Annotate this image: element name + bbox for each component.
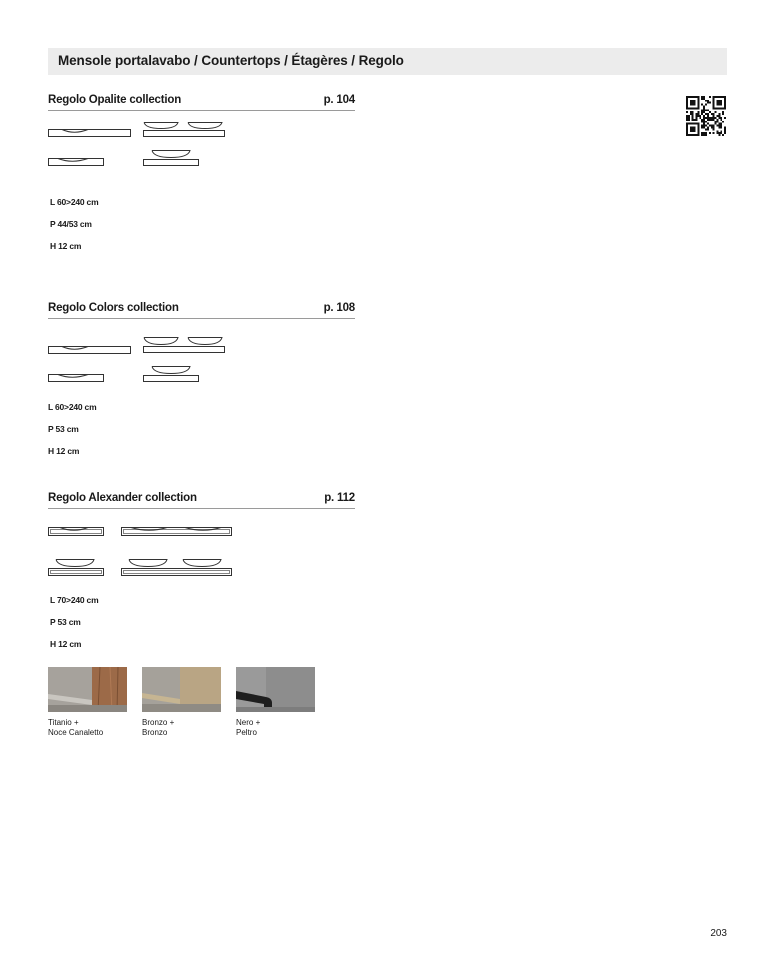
spec-depth: P 53 cm xyxy=(50,617,81,627)
page-number: 203 xyxy=(710,928,727,939)
spec-height: H 12 cm xyxy=(48,446,80,456)
countertop-drawing-double-bowl xyxy=(142,334,226,356)
section-title: Regolo Alexander collection xyxy=(48,492,197,504)
header-bar xyxy=(48,48,727,75)
spec-length: L 60>240 cm xyxy=(50,197,99,207)
section-header xyxy=(48,492,355,509)
finish-label-line: Nero + xyxy=(236,718,261,727)
finish-swatch-titanio-noce xyxy=(48,667,127,712)
section-opalite xyxy=(48,94,355,111)
section-page-ref: p. 104 xyxy=(323,94,355,106)
finish-label-line: Peltro xyxy=(236,728,257,737)
finish-label xyxy=(142,718,232,738)
finish-label-line: Bronzo + xyxy=(142,718,175,727)
finish-label-line: Noce Canaletto xyxy=(48,728,104,737)
countertop-drawing-single-framed xyxy=(48,520,106,542)
spec-height: H 12 cm xyxy=(50,241,82,251)
section-page-ref: p. 108 xyxy=(323,302,355,314)
countertop-drawing-single-bowl-framed xyxy=(48,556,106,578)
countertop-drawing-double-bowl-framed xyxy=(121,556,235,578)
section-title: Regolo Colors collection xyxy=(48,302,179,314)
section-page-ref: p. 112 xyxy=(324,492,355,504)
qr-code-icon xyxy=(686,96,726,136)
countertop-drawing-single-short xyxy=(48,363,106,385)
section-header xyxy=(48,302,355,319)
finish-label-line: Titanio + xyxy=(48,718,79,727)
spec-depth: P 53 cm xyxy=(48,424,79,434)
section-title: Regolo Opalite collection xyxy=(48,94,182,106)
countertop-drawing-top-bowl xyxy=(142,147,202,169)
spec-length: L 70>240 cm xyxy=(50,595,99,605)
section-header xyxy=(48,94,355,111)
countertop-drawing-single-long xyxy=(48,335,132,357)
countertop-drawing-top-bowl xyxy=(142,363,202,385)
spec-length: L 60>240 cm xyxy=(48,402,97,412)
countertop-drawing-single-short xyxy=(48,147,106,169)
finish-swatch-nero-peltro xyxy=(236,667,315,712)
finish-swatch-bronzo-bronzo xyxy=(142,667,221,712)
spec-depth: P 44/53 cm xyxy=(50,219,92,229)
spec-height: H 12 cm xyxy=(50,639,82,649)
countertop-drawing-double-bowl xyxy=(142,118,226,140)
countertop-drawing-double-framed xyxy=(121,520,235,542)
finish-label-line: Bronzo xyxy=(142,728,168,737)
finish-label xyxy=(48,718,138,738)
countertop-drawing-single-long xyxy=(48,118,132,140)
page-title: Mensole portalavabo / Countertops / Étagères / Regolo xyxy=(58,53,404,68)
finish-label xyxy=(236,718,326,738)
section-colors xyxy=(48,302,355,319)
section-alexander xyxy=(48,492,355,509)
